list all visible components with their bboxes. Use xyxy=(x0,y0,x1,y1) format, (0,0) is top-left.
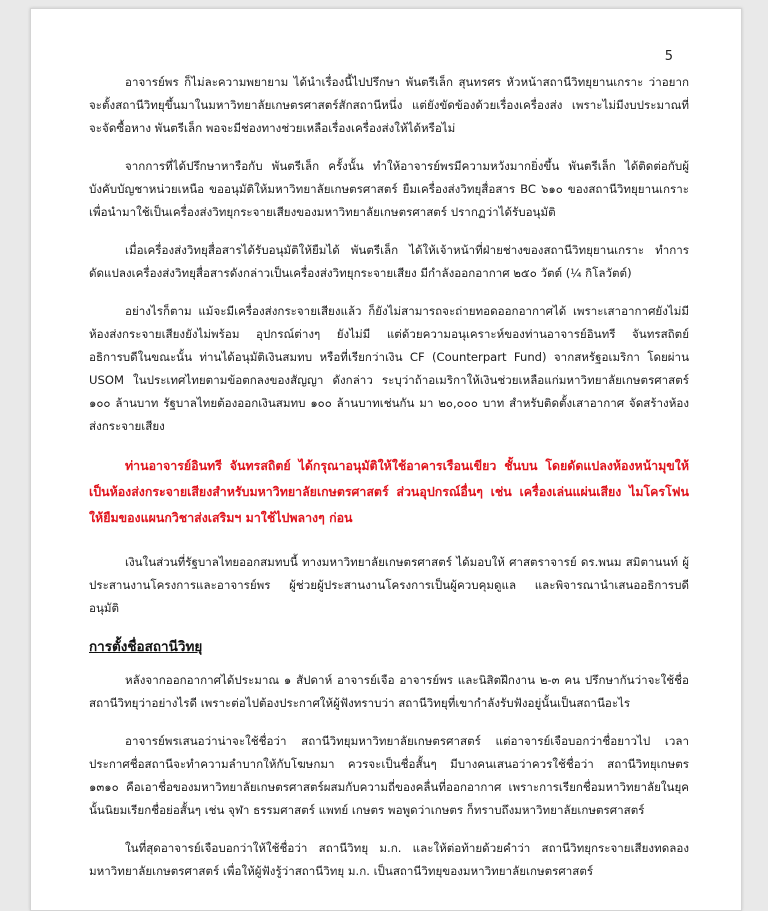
page-number: 5 xyxy=(664,49,673,64)
paragraph-naming-discussion: หลังจากออกอากาศได้ประมาณ ๑ สัปดาห์ อาจารย์เจือ อาจารย์พร และนิสิตฝึกงาน ๒-๓ คน ปรึกษากันว่าจะใช้ชื่อสถานีวิทยุว่าอย่างไรดี เพราะต่อไปต้องประกาศให้ผู้ฟังทราบว่า สถานีวิทยุที่เขากำลังรับฟังอยู่นั้นเป็นสถานีอะไร xyxy=(89,673,689,710)
highlighted-paragraph: ท่านอาจารย์อินทรี จันทรสถิตย์ ได้กรุณาอนุมัติให้ใช้อาคารเรือนเขียว ชั้นบน โดยดัดแปลงห้องหน้ามุขให้เป็นห้องส่งกระจายเสียงสำหรับมหาวิทยาลัยเกษตรศาสตร์ ส่วนอุปกรณ์อื่นๆ เช่น เครื่องเล่นแผ่นเสียง ไมโครโฟน ให้ยืมของแผนกวิชาส่งเสริมฯ มาใช้ไปพลางๆ ก่อน xyxy=(89,458,689,525)
paragraph-counterpart-fund: อย่างไรก็ตาม แม้จะมีเครื่องส่งกระจายเสียงแล้ว ก็ยังไม่สามารถจะถ่ายทอดออกอากาศได้ เพราะเสาอากาศยังไม่มี ห้องส่งกระจายเสียงยังไม่พร้อม อุปกรณ์ต่างๆ ยังไม่มี แต่ด้วยความอนุเคราะห์ของท่านอาจารย์อินทรี จันทรสถิตย์ อธิการบดีในขณะนั้น ท่านได้อนุมัติเงินสมทบ หรือที่เรียกว่าเงิน CF (Counterpart Fund) จากสหรัฐอเมริกา โดยผ่าน USOM ในประเทศไทยตามข้อตกลงของสัญญา ดังกล่าว ระบุว่าถ้าอเมริกาให้เงินช่วยเหลือแก่มหาวิทยาลัยเกษตรศาสตร์ ๑๐๐ ล้านบาท รัฐบาลไทยต้องออกเงินสมทบ ๑๐๐ ล้านบาทเช่นกัน มา ๒๐,๐๐๐ บาท สำหรับติดตั้งเสาอากาศ จัดสร้างห้องส่งกระจายเสียง xyxy=(89,304,689,433)
paragraph-naming-proposals: อาจารย์พรเสนอว่าน่าจะใช้ชื่อว่า สถานีวิทยุมหาวิทยาลัยเกษตรศาสตร์ แต่อาจารย์เจือบอกว่าชื่อยาวไป เวลาประกาศชื่อสถานีจะทำความลำบากให้กับโฆษกมา ควรจะเป็นชื่อสั้นๆ มีบางคนเสนอว่าควรใช้ชื่อว่า สถานีวิทยุเกษตร ๑๓๑๐ คือเอาชื่อของมหาวิทยาลัยเกษตรศาสตร์ผสมกับความถี่ของคลื่นที่ออกอากาศ เพราะการเรียกชื่อมหาวิทยาลัยในยุคนั้นนิยมเรียกชื่อย่อสั้นๆ เช่น จุฬา ธรรมศาสตร์ แพทย์ เกษตร พอพูดว่าเกษตร ก็ทราบถึงมหาวิทยาลัยเกษตรศาสตร์ xyxy=(89,734,689,817)
document-page xyxy=(30,8,742,911)
paragraph-naming-decision: ในที่สุดอาจารย์เจือบอกว่าให้ใช้ชื่อว่า สถานีวิทยุ ม.ก. และให้ต่อท้ายด้วยคำว่า สถานีวิทยุกระจายเสียงทดลองมหาวิทยาลัยเกษตรศาสตร์ เพื่อให้ผู้ฟังรู้ว่าสถานีวิทยุ ม.ก. เป็นสถานีวิทยุของมหาวิทยาลัยเกษตรศาสตร์ xyxy=(89,841,689,878)
page-content xyxy=(89,71,689,898)
paragraph-fund-management: เงินในส่วนที่รัฐบาลไทยออกสมทบนี้ ทางมหาวิทยาลัยเกษตรศาสตร์ ได้มอบให้ ศาสตราจารย์ ดร.พนม สมิตานนท์ ผู้ประสานงานโครงการและอาจารย์พร ผู้ช่วยผู้ประสานงานโครงการเป็นผู้ควบคุมดูแล และพิจารณานำเสนออธิการบดีอนุมัติ xyxy=(89,555,689,615)
section-heading: การตั้งชื่อสถานีวิทยุ xyxy=(89,639,203,655)
paragraph-transmitter-conversion: เมื่อเครื่องส่งวิทยุสื่อสารได้รับอนุมัติให้ยืมได้ พันตรีเล็ก ได้ให้เจ้าหน้าที่ฝ่ายช่างของสถานีวิทยุยานเกราะ ทำการดัดแปลงเครื่องส่งวิทยุสื่อสารดังกล่าวเป็นเครื่องส่งวิทยุกระจายเสียง มีกำลังออกอากาศ ๒๕๐ วัตต์ (¼ กิโลวัตต์) xyxy=(89,243,689,280)
paragraph-consultation: อาจารย์พร ก็ไม่ละความพยายาม ได้นำเรื่องนี้ไปปรึกษา พันตรีเล็ก สุนทรศร หัวหน้าสถานีวิทยุยานเกราะ ว่าอยากจะตั้งสถานีวิทยุขึ้นมาในมหาวิทยาลัยเกษตรศาสตร์สักสถานีหนึ่ง แต่ยังขัดข้องด้วยเรื่องเครื่องส่ง เพราะไม่มีงบประมาณที่จะจัดซื้อหาง พันตรีเล็ก พอจะมีช่องทางช่วยเหลือเรื่องเครื่องส่งให้ได้หรือไม่ xyxy=(89,75,689,135)
paragraph-transmitter-loan: จากการที่ได้ปรึกษาหารือกับ พันตรีเล็ก ครั้งนั้น ทำให้อาจารย์พรมีความหวังมากยิ่งขึ้น พันตรีเล็ก ได้ติดต่อกับผู้บังคับบัญชาหน่วยเหนือ ขออนุมัติให้มหาวิทยาลัยเกษตรศาสตร์ ยืมเครื่องส่งวิทยุสื่อสาร BC ๖๑๐ ของสถานีวิทยุยานเกราะ เพื่อนำมาใช้เป็นเครื่องส่งวิทยุกระจายเสียงของมหาวิทยาลัยเกษตรศาสตร์ ปรากฏว่าได้รับอนุมัติ xyxy=(89,159,689,219)
